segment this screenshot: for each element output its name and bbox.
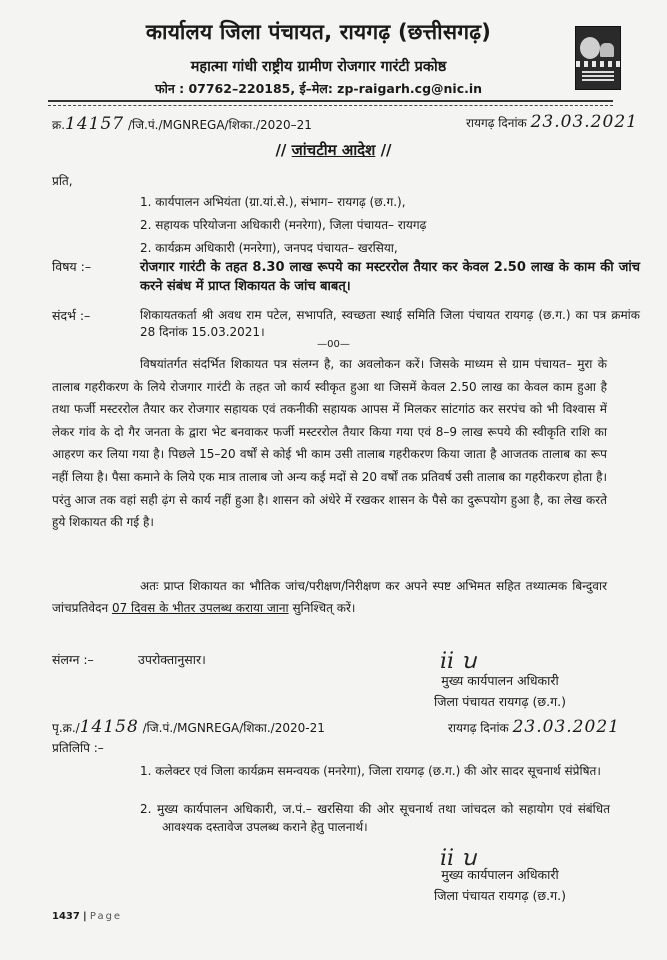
recipients-label: प्रति,: [52, 174, 73, 188]
enclosure-value: उपरोक्तानुसार।: [138, 652, 206, 667]
copy-ref-prefix: पृ.क्र./: [52, 721, 80, 735]
reference-number: [52, 114, 312, 134]
reference-letter-label: संदर्भ :–: [52, 308, 91, 323]
date-label: रायगढ़ दिनांक: [466, 116, 527, 130]
handwritten-date: 23.03.2021: [530, 112, 638, 132]
signature-designation: मुख्य कार्यपालन अधिकारी: [441, 673, 559, 688]
order-title: [0, 140, 667, 160]
reference-handwritten-number: 14157: [65, 114, 125, 134]
reference-prefix: क्र.: [52, 118, 66, 132]
body-paragraph-1: विषयांतर्गत संदर्भित शिकायत पत्र संलग्न है, का अवलोकन करें। जिसके माध्यम से ग्राम पंचायत– मुरा के तालाब गहरीकरण के लिये रोजगार गारंटी के तहत जो कार्य स्वीकृत हुआ था जिसमें केवल 2.50 लाख का केवल काम हुआ है तथा फर्जी मस्टररोल तैयार कर रोजगार सहायक एवं तकनीकी सहायक आपस में मिलकर सांटगांठ कर सरपंच को भी विश्वास में लेकर गांव के दो गैर जनता के द्वारा भेट बनवाकर फर्जी मस्टररोल तैयार किया गया एवं 8–9 लाख रूपये की स्वीकृति राशि का आहरण कर लिया गया है। पिछले 15–20 वर्षों से कोई भी काम उसी तालाब गहरीकरण किया जाता है आजतक तालाब का रूप नहीं लिया है। पैसा कमाने के लिये एक मात्र तालाब जो अन्य कई मदों से 20 वर्षों तक प्रतिवर्ष उसी तालाब का गहरीकरण होता है। परंतु आज तक वहां सही ढ़ंग से कार्य नहीं हुआ है। शासन को अंधेरे में रखकर शासन के पैसे का दुरूपयोग हुआ है, का लेख करते हुये शिकायत की गई है।: [52, 357, 607, 530]
title-slashes-right: //: [380, 141, 392, 159]
subject-text: रोजगार गारंटी के तहत 8.30 लाख रूपये का मस्टररोल तैयार कर केवल 2.50 लाख के काम की जांच करने संबंध में प्राप्त शिकायत के जांच बाबत्।: [140, 260, 640, 294]
letter-date: [466, 112, 638, 132]
recipient-item: 2. सहायक परियोजना अधिकारी (मनरेगा), जिला पंचायत– रायगढ़: [140, 218, 427, 232]
page-footer: [52, 911, 122, 922]
body-paragraph-2: [52, 575, 607, 619]
copy-date: [448, 717, 620, 737]
gandhi-portrait-icon: [580, 37, 600, 59]
reference-letter-text: शिकायतकर्ता श्री अवध राम पटेल, सभापति, स्वच्छता स्थाई समिति जिला पंचायत रायगढ़ (छ.ग.) का पत्र क्रमांक 28 दिनांक 15.03.2021।: [140, 308, 640, 339]
copy-item: 2. मुख्य कार्यपालन अधिकारी, ज.पं.– खरसिया की ओर सूचनार्थ तथा जांचदल को सहायोग एवं संबंधित आवश्यक दस्तावेज उपलब्ध कराने हेतु पालनार्थ।: [140, 802, 610, 834]
para2-end: सुनिश्चित् करें।: [288, 601, 356, 615]
raised-hands-icon: [600, 43, 614, 57]
copy-date-label: रायगढ़ दिनांक: [448, 721, 509, 735]
copy-label: प्रतिलिपि :–: [52, 741, 104, 755]
copy-handwritten-number: 14158: [79, 717, 139, 737]
wave-decoration: [576, 61, 620, 67]
copy-ref-suffix: /जि.पं./MGNREGA/शिका./2020-21: [138, 721, 325, 735]
signature-scribble: ii ꭒ: [440, 649, 476, 674]
header-divider: [48, 100, 613, 106]
section-separator: —00—: [317, 339, 350, 350]
signature-scribble: ii ꭒ: [440, 846, 476, 871]
deadline-underlined: 07 दिवस के भीतर उपलब्ध कराया जाना: [111, 601, 289, 615]
recipient-item: 1. कार्यपालन अभियंता (ग्रा.यां.से.), संभाग– रायगढ़ (छ.ग.),: [140, 195, 406, 209]
department-name: महात्मा गांधी राष्ट्रीय ग्रामीण रोजगार गारंटी प्रकोष्ठ: [190, 59, 447, 75]
office-title: कार्यालय जिला पंचायत, रायगढ़ (छत्तीसगढ़): [145, 20, 492, 44]
reference-suffix: /जि.पं./MGNREGA/शिका./2020–21: [127, 118, 312, 132]
subject-label: विषय :–: [52, 259, 92, 274]
contact-info: फोन : 07762–220185, ई–मेल: zp-raigarh.cg@nic.in: [154, 81, 483, 96]
copy-reference-number: [52, 717, 325, 737]
recipient-item: 2. कार्यक्रम अधिकारी (मनरेगा), जनपद पंचायत– खरसिया,: [140, 241, 398, 255]
page-number: 1437: [52, 911, 80, 922]
para2-start: अतः प्राप्त शिकायत का भौतिक जांच/परीक्षण/निरीक्षण कर अपने स्पष्ट अभिमत सहित तथ्यात्मक बिन्दुवार जांचप्रतिवेदन: [52, 579, 607, 615]
mgnrega-logo-icon: [575, 26, 621, 90]
copy-handwritten-date: 23.03.2021: [512, 717, 620, 737]
enclosure-label: संलग्न :–: [52, 652, 94, 667]
footer-separator: |: [83, 911, 87, 922]
logo-caption: [582, 71, 614, 73]
title-slashes-left: //: [275, 141, 287, 159]
signature-office: जिला पंचायत रायगढ़ (छ.ग.): [434, 694, 566, 709]
copy-item: 1. कलेक्टर एवं जिला कार्यक्रम समन्वयक (मनरेगा), जिला रायगढ़ (छ.ग.) की ओर सादर सूचनार्थ संप्रेषित।: [140, 764, 601, 778]
order-title-text: जांचटीम आदेश: [291, 141, 376, 159]
signature-office: जिला पंचायत रायगढ़ (छ.ग.): [434, 888, 566, 903]
signature-designation: मुख्य कार्यपालन अधिकारी: [441, 867, 559, 882]
page-label: Page: [89, 911, 123, 922]
